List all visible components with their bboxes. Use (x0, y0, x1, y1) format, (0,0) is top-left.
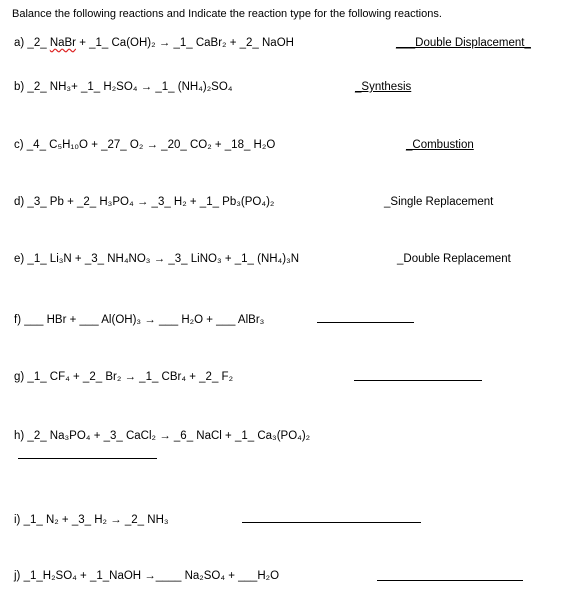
reaction-a-prefix: a) _2_ (14, 37, 50, 49)
reaction-j: j) _1_H₂SO₄ + _1_NaOH →____ Na₂SO₄ + ___H₂O (14, 570, 280, 582)
reaction-b: b) _2_ NH₃+ _1_ H₂SO₄ → _1_ (NH₄)₂SO₄ (14, 81, 233, 93)
instructions: Balance the following reactions and Indicate the reaction type for the following reactions. (12, 8, 442, 20)
answer-a: ___Double Displacement_ (396, 37, 531, 49)
answer-d: _Single Replacement (384, 196, 494, 208)
answer-e: _Double Replacement (397, 253, 511, 265)
reaction-c: c) _4_ C₅H₁₀O + _27_ O₂ → _20_ CO₂ + _18_ H₂O (14, 139, 276, 151)
reaction-f: f) ___ HBr + ___ Al(OH)₃ → ___ H₂O + ___ AlBr₃ (14, 314, 265, 326)
answer-i-blank[interactable] (242, 522, 421, 523)
reaction-i: i) _1_ N₂ + _3_ H₂ → _2_ NH₃ (14, 514, 169, 526)
reaction-e: e) _1_ Li₃N + _3_ NH₄NO₃ → _3_ LiNO₃ + _1_ (NH₄)₃N (14, 253, 300, 265)
reaction-a (14, 37, 294, 49)
answer-b: _Synthesis (355, 81, 412, 93)
answer-j-blank[interactable] (377, 580, 523, 581)
answer-g-blank[interactable] (354, 380, 482, 381)
answer-c: _Combustion (406, 139, 474, 151)
reaction-d: d) _3_ Pb + _2_ H₃PO₄ → _3_ H₂ + _1_ Pb₃(PO₄)₂ (14, 196, 275, 208)
reaction-h: h) _2_ Na₃PO₄ + _3_ CaCl₂ → _6_ NaCl + _1_ Ca₃(PO₄)₂ (14, 430, 311, 442)
reaction-a-nabr: NaBr (49, 37, 77, 49)
answer-f-blank[interactable] (317, 322, 414, 323)
answer-h-blank[interactable] (18, 458, 157, 459)
reaction-a-rest: + _1_ Ca(OH)₂ → _1_ CaBr₂ + _2_ NaOH (76, 37, 294, 49)
reaction-g: g) _1_ CF₄ + _2_ Br₂ → _1_ CBr₄ + _2_ F₂ (14, 371, 234, 383)
